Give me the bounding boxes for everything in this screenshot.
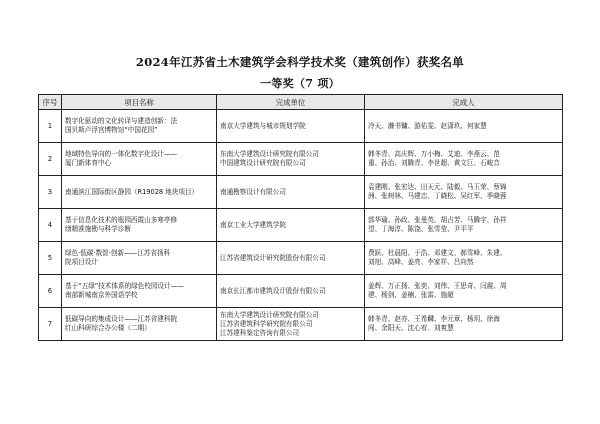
table-body: [39, 110, 563, 341]
project-name-cell-line: 绿色·低碳·数智·创新——江苏省扬科: [65, 249, 171, 257]
unit-cell-line: 南通勘察设计有限公司: [220, 187, 286, 196]
project-name-cell: [62, 308, 217, 341]
project-name-cell-line: 缮精准施勘与科学诊断: [65, 225, 131, 233]
project-name-cell-line: 南部新城南京外国语学校: [65, 291, 138, 299]
project-name-cell-line: 地域特色导向的一体化数字化设计——: [65, 150, 178, 158]
row-number: 5: [39, 242, 62, 275]
people-cell: [365, 242, 563, 275]
project-name-cell-line: 国贝斯卢浮宫博物馆“中国花园”: [65, 126, 158, 134]
header-people: 完成人: [365, 95, 563, 110]
unit-cell: [217, 143, 365, 176]
unit-cell-line: 东南大学建筑设计研究院有限公司: [220, 150, 319, 158]
award-level-heading: 一等奖（7 项）: [260, 77, 340, 90]
people-cell-line: 姜辉、万正扬、张奕、刘伟、王思奇、闫震、周: [368, 282, 507, 290]
unit-cell: [217, 275, 365, 308]
project-name-cell-line: 基于“五绿”技术体系的绿色校园设计——: [65, 282, 184, 290]
project-name-cell: [62, 209, 217, 242]
people-cell: [365, 176, 563, 209]
people-cell-line: 费跃、杜晨阳、于浩、邓建文、郝雪峰、朱建、: [368, 249, 507, 257]
row-number: 4: [39, 209, 62, 242]
project-name-cell: [62, 143, 217, 176]
project-name-cell-line: 红山科研综合办公楼（二期）: [65, 324, 151, 332]
table-row: [39, 242, 563, 275]
table-row: [39, 275, 563, 308]
unit-cell-line: 东南大学建筑设计研究院有限公司: [220, 310, 319, 319]
header-unit: 完成单位: [217, 95, 365, 110]
people-cell-line: 建、杨剑、姜楠、张雷、施超: [368, 291, 454, 299]
project-name-cell: [62, 242, 217, 275]
people-cell-line: 洲、张树林、马建忠、丁晓松、吴红军、季晓蓉: [368, 192, 507, 200]
project-name-cell-line: 南通滨江国际街区静园（R19028 地块项目）: [65, 187, 199, 196]
people-cell-line: 郭华瑜、孙政、张曼英、胡占芳、马腾宇、孙祥: [368, 216, 507, 224]
project-name-cell-line: 厦门新体育中心: [65, 159, 112, 167]
row-number: 3: [39, 176, 62, 209]
people-cell-line: 袁建刚、张宏达、田天元、陆毅、马玉荣、蔡锦: [368, 183, 507, 191]
unit-cell-line: 中国建筑设计研究院有限公司: [220, 159, 306, 167]
project-name-cell: [62, 110, 217, 143]
people-cell-line: 韩冬青、赵亦、王希麟、李元章、杨玥、徐海: [368, 315, 500, 323]
unit-cell-line: 南京工业大学建筑学院: [220, 220, 286, 229]
row-number: 6: [39, 275, 62, 308]
people-cell-line: 刘旭、高峰、姜亮、李家祥、吕向然: [368, 258, 474, 266]
project-name-cell-line: 数字化驱动的文化转译与建造创新：法: [65, 117, 178, 125]
people-cell: [365, 209, 563, 242]
people-cell-line: 冷天、濑书镛、游佑雯、赵潇玖、何家慧: [368, 121, 487, 130]
unit-cell: [217, 308, 365, 341]
table-header-row: [39, 95, 563, 110]
people-cell: [365, 110, 563, 143]
unit-cell-line: 江苏省建筑科学研究院有限公司: [220, 319, 313, 328]
people-cell-line: 重、孙治、刘腾青、李世超、黄文巨、石峻音: [368, 159, 500, 167]
unit-cell-line: 江苏建科鉴定咨询有限公司: [220, 328, 300, 337]
people-cell: [365, 308, 563, 341]
unit-cell: [217, 242, 365, 275]
table-row: [39, 209, 563, 242]
people-cell-line: 望、丁海淳、陈饶、张雪莹、尹平平: [368, 225, 474, 233]
people-cell-line: 韩冬青、高庆辉、万小梅、艾迪、李燕云、范: [368, 150, 500, 158]
unit-cell: [217, 176, 365, 209]
header-num: 序号: [39, 95, 62, 110]
award-table: [38, 94, 563, 341]
unit-cell: [217, 110, 365, 143]
table-row: [39, 176, 563, 209]
unit-cell: [217, 209, 365, 242]
header-project-name: 项目名称: [62, 95, 217, 110]
table-row: [39, 308, 563, 341]
row-number: 7: [39, 308, 62, 341]
people-cell: [365, 275, 563, 308]
project-name-cell: [62, 176, 217, 209]
project-name-cell-line: 基于信息化技术的瓶园西霞山多寒亭修: [65, 216, 178, 224]
table-row: [39, 143, 563, 176]
document-title: 2024年江苏省土木建筑学会科学技术奖（建筑创作）获奖名单: [135, 55, 465, 69]
row-number: 1: [39, 110, 62, 143]
project-name-cell-line: 院项目设计: [65, 258, 98, 266]
project-name-cell: [62, 275, 217, 308]
row-number: 2: [39, 143, 62, 176]
people-cell: [365, 143, 563, 176]
table-row: [39, 110, 563, 143]
people-cell-line: 闯、余阳天、沈心宥、刘爽慧: [368, 324, 454, 332]
unit-cell-line: 南京长江都市建筑设计股份有限公司: [220, 286, 326, 295]
unit-cell-line: 南京大学建筑与城市规划学院: [220, 121, 306, 130]
unit-cell-line: 江苏省建筑设计研究院股份有限公司: [220, 253, 326, 262]
project-name-cell-line: 低碳导向的集成设计——江苏省建科院: [65, 315, 178, 323]
